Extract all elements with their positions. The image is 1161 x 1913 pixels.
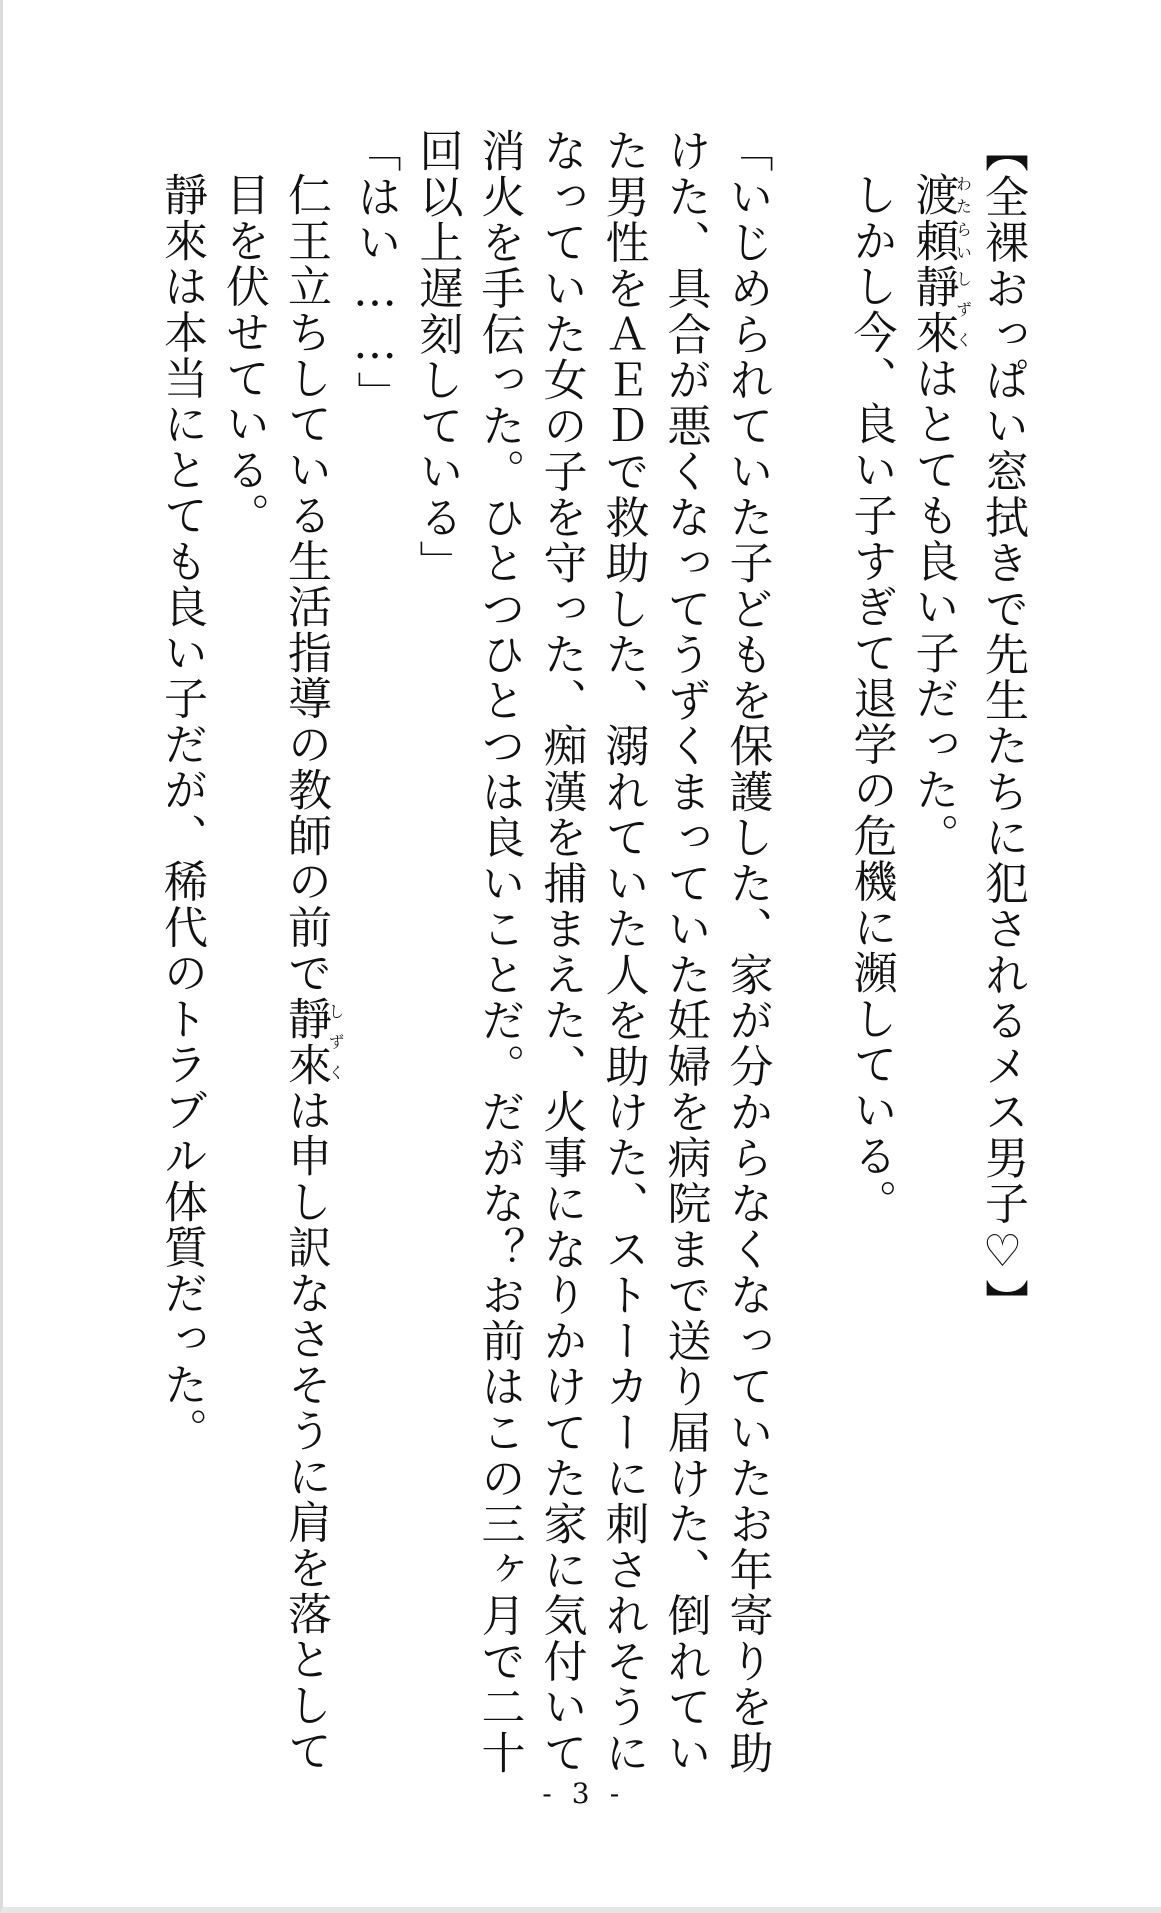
paragraph-1-text: はとても良い子だった。: [907, 355, 959, 859]
paragraph-3-dialogue: 「いじめられていた子どもを保護した、家が分からなくなっていたお年寄りを助けた、具合が悪くなってうずくまっていた妊婦を病院まで送り届けた、倒れていた男性をＡＥＤで救助した、溺れていた人を助けた、ストーカーに刺されそうになっていた女の子を守った、痴漢を捕まえた、火事になりかけてた家に気付いて消火を手伝った。ひとつひとつは良いことだ。だがな？お前はこの三ヶ月で二十回以上遅刻している」: [411, 128, 773, 1776]
page-number: - 3 -: [542, 1777, 625, 1810]
chapter-title: 【全裸おっぱい窓拭きで先生たちに犯されるメス男子♡】: [977, 128, 1028, 1325]
paragraph-blank: [778, 128, 840, 1788]
paragraph-6: 靜來は本当にとても良い子だが、稀代のトラブル体質だった。: [156, 172, 207, 1454]
paragraph-1: [902, 128, 972, 1788]
ruby-watarai: 渡頼わたらい: [907, 172, 973, 264]
ruby-shizuku-2: 靜來しずく: [280, 995, 345, 1088]
vertical-text-body: [150, 128, 1033, 1788]
paragraph-2: しかし今、良い子すぎて退学の危機に瀕している。: [845, 172, 897, 1225]
ruby-shizuku: 靜來しずく: [907, 263, 973, 356]
paragraph-4-dialogue: 「はい……」: [349, 128, 401, 417]
paragraph-5: 仁王立ちしている生活指導の教師の前で靜來しずくは申し訳なさそうに肩を落として目を伏せている。: [218, 172, 345, 1774]
